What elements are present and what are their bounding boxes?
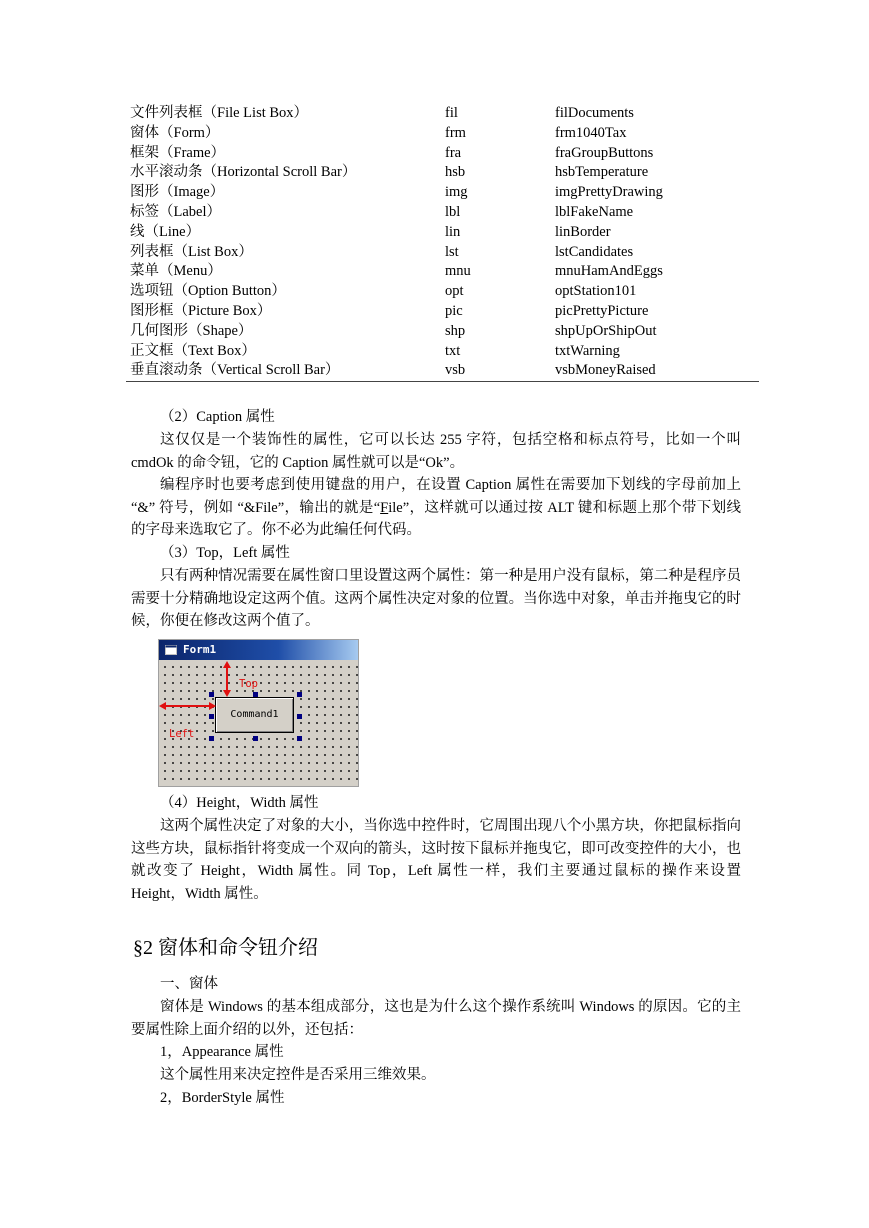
control-name-cell: 窗体（Form） (130, 124, 220, 141)
table-row (130, 322, 759, 342)
topleft-paragraph: 只有两种情况需要在属性窗口里设置这两个属性：第一种是用户没有鼠标，第二种是程序员需要十分精确地设定这两个值。这两个属性决定对象的位置。当你选中对象，单击并拖曳它的时候，你便在修改这两个值了。 (131, 568, 741, 630)
prefix-cell: img (445, 184, 468, 201)
table-row (130, 104, 759, 124)
control-name-cell: 正文框（Text Box） (130, 342, 256, 359)
table-row (130, 183, 759, 203)
prefix-cell: frm (445, 124, 466, 141)
prefix-cell: lst (445, 243, 459, 260)
control-name-cell: 框架（Frame） (130, 144, 226, 161)
caption-heading: （2）Caption 属性 (160, 409, 275, 425)
prefix-cell: mnu (445, 263, 471, 280)
prefix-cell: fil (445, 105, 458, 121)
table-row (130, 302, 759, 322)
form-intro-paragraph: 窗体是 Windows 的基本组成部分，这也是为什么这个操作系统叫 Windows 的原因。它的主要属性除上面介绍的以外，还包括： (131, 999, 741, 1038)
example-cell: lstCandidates (555, 243, 634, 260)
prefix-cell: lbl (445, 203, 461, 220)
left-arrow-head-right (209, 702, 216, 710)
example-cell: imgPrettyDrawing (555, 184, 663, 201)
control-name-cell: 列表框（List Box） (130, 243, 253, 260)
table-row (130, 144, 759, 164)
control-name-cell: 图形框（Picture Box） (130, 302, 272, 319)
control-name-cell: 图形（Image） (130, 184, 225, 201)
top-annotation: Top (239, 678, 258, 690)
table-bottom-rule (126, 381, 759, 382)
appearance-item: 1，Appearance 属性 (160, 1044, 284, 1060)
top-arrow-head-up (223, 661, 231, 668)
prefix-cell: opt (445, 283, 464, 300)
prefix-cell: shp (445, 322, 466, 339)
table-row (130, 203, 759, 223)
prefix-cell: hsb (445, 164, 466, 181)
command1-label: Command1 (230, 709, 279, 720)
height-width-paragraph: 这两个属性决定了对象的大小，当你选中控件时，它周围出现八个小黑方块，你把鼠标指向这些方块，鼠标指针将变成一个双向的箭头，这时按下鼠标并拖曳它，即可改变控件的大小，也就改变了 Height，Width 属性。同 Top，Left 属性一样，我们主要通过鼠标的操作来设置 Height，Width 属性。 (131, 818, 741, 903)
control-name-cell: 标签（Label） (130, 203, 222, 220)
table-row (130, 262, 759, 282)
table-row (130, 223, 759, 243)
control-name-cell: 几何图形（Shape） (130, 322, 253, 339)
control-prefix-table (130, 104, 759, 381)
caption-p2-text-before: 编程序时也要考虑到使用键盘的用户，在设置 Caption 属性在需要加下划线的字母前加上 “&” 符号，例如 “&File”，输出的就是“ (131, 477, 741, 516)
example-cell: vsbMoneyRaised (555, 362, 656, 379)
form-designer-figure (158, 639, 359, 787)
control-name-cell: 文件列表框（File List Box） (130, 105, 309, 121)
example-cell: linBorder (555, 223, 611, 240)
caption-p2-text-after: ile”，这样就可以通过按 ALT 键和标题上那个带下划线的字母来选取它了。你不必为此编任何代码。 (131, 499, 741, 539)
control-name-cell: 线（Line） (130, 223, 201, 240)
example-cell: mnuHamAndEggs (555, 263, 663, 280)
table-row (130, 282, 759, 302)
example-cell: shpUpOrShipOut (555, 322, 657, 339)
position-arrows (159, 640, 359, 787)
prefix-cell: lin (445, 223, 461, 240)
control-name-cell: 水平滚动条（Horizontal Scroll Bar） (130, 164, 357, 181)
example-cell: fraGroupButtons (555, 144, 654, 161)
table-row (130, 163, 759, 183)
example-cell: frm1040Tax (555, 124, 627, 141)
borderstyle-item: 2，BorderStyle 属性 (160, 1090, 285, 1106)
form-title: Form1 (183, 643, 217, 656)
section-title: §2 窗体和命令钮介绍 (133, 937, 318, 959)
height-width-heading: （4）Height，Width 属性 (160, 795, 319, 811)
table-row (130, 342, 759, 362)
table-row (130, 361, 759, 381)
underlined-access-key: F (380, 499, 389, 516)
table-row (130, 124, 759, 144)
topleft-heading: （3）Top，Left 属性 (160, 545, 290, 561)
prefix-cell: vsb (445, 362, 466, 379)
caption-paragraph-2 (131, 474, 741, 542)
control-name-cell: 垂直滚动条（Vertical Scroll Bar） (130, 362, 340, 379)
example-cell: lblFakeName (555, 203, 634, 220)
example-cell: optStation101 (555, 283, 637, 300)
example-cell: txtWarning (555, 342, 620, 359)
caption-paragraph-1: 这仅仅是一个装饰性的属性，它可以长达 255 字符，包括空格和标点符号，比如一个叫 cmdOk 的命令钮，它的 Caption 属性就可以是“Ok”。 (131, 432, 741, 471)
prefix-cell: fra (445, 144, 462, 161)
left-annotation: Left (169, 728, 195, 740)
example-cell: picPrettyPicture (555, 302, 649, 319)
table-row (130, 243, 759, 263)
prefix-cell: pic (445, 302, 463, 319)
subsection-heading-form: 一、窗体 (160, 976, 218, 992)
appearance-description: 这个属性用来决定控件是否采用三维效果。 (160, 1067, 436, 1083)
control-name-cell: 菜单（Menu） (130, 263, 222, 280)
top-arrow-head-down (223, 690, 231, 697)
example-cell: hsbTemperature (555, 164, 649, 181)
prefix-cell: txt (445, 342, 461, 359)
control-name-cell: 选项钮（Option Button） (130, 283, 286, 300)
left-arrow-head-left (159, 702, 166, 710)
example-cell: filDocuments (555, 105, 634, 121)
